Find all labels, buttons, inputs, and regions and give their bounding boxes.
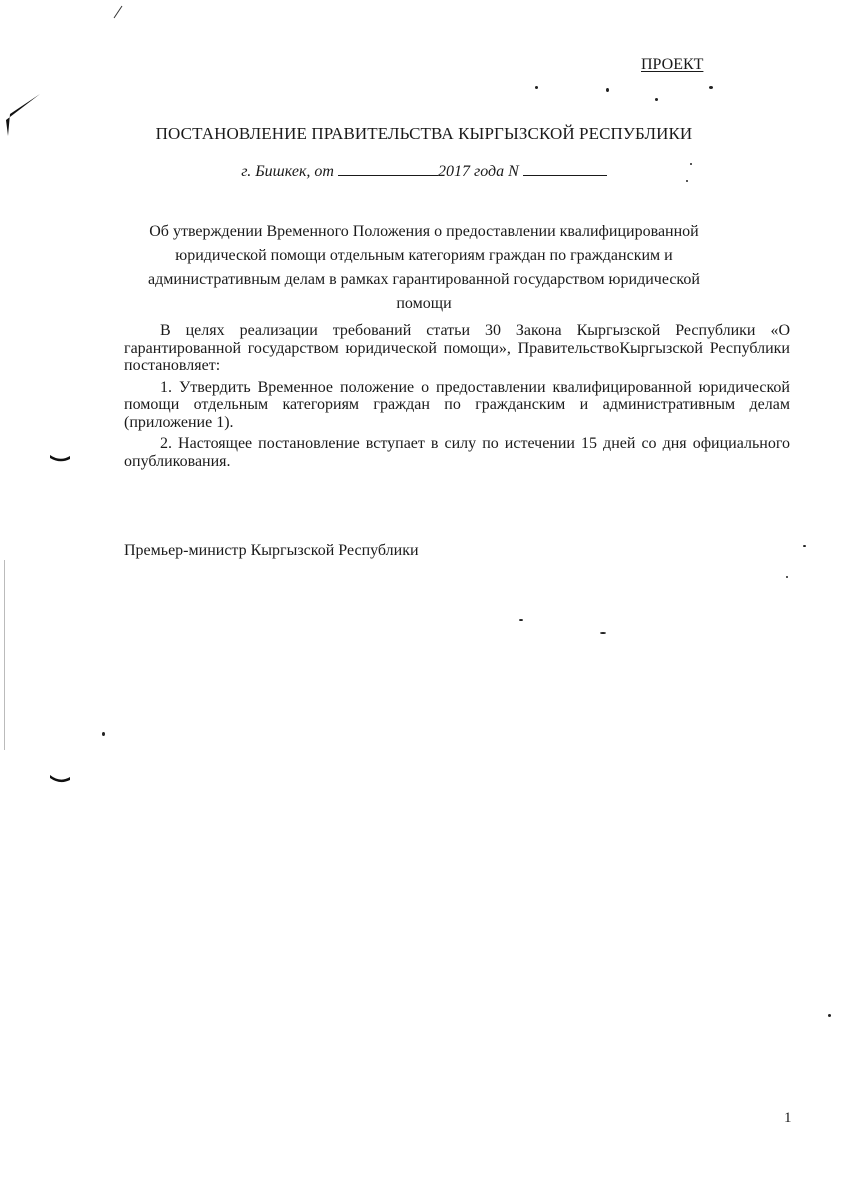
number-blank-line — [523, 161, 607, 176]
scan-edge-line — [4, 560, 5, 750]
document-body — [124, 322, 790, 474]
clause-paragraph-2: 2. Настоящее постановление вступает в силу по истечении 15 дней со дня официального опубликования. — [124, 435, 790, 470]
scan-speck — [786, 576, 788, 578]
scan-speck — [828, 1014, 831, 1017]
signature-line: Премьер-министр Кыргызской Республики — [124, 542, 419, 559]
dateline-city: г. Бишкек, от — [241, 163, 334, 180]
scan-speck — [606, 88, 609, 92]
dateline — [0, 161, 848, 181]
document-title: ПОСТАНОВЛЕНИЕ ПРАВИТЕЛЬСТВА КЫРГЫЗСКОЙ РЕСПУБЛИКИ — [155, 124, 693, 143]
scan-speck — [709, 86, 713, 89]
scan-speck — [535, 86, 538, 89]
document-subject: Об утверждении Временного Положения о предоставлении квалифицированной юридической помощи отдельным категориям граждан по гражданским и административным делам в рамках гарантированной государством юридической помощи — [148, 223, 700, 312]
preamble-paragraph: В целях реализации требований статьи 30 Закона Кыргызской Республики «О гарантированной государством юридической помощи», ПравительствоКыргызской Республики постановляет: — [124, 322, 790, 374]
clause-paragraph-1: 1. Утвердить Временное положение о предоставлении квалифицированной юридической помощи отдельным категориям граждан по гражданским и административным делам (приложение 1). — [124, 378, 790, 431]
scan-mark-top — [112, 4, 124, 20]
date-blank-line — [338, 161, 438, 176]
binder-hole-mark-upper — [48, 452, 72, 464]
scan-speck — [600, 632, 606, 634]
binder-hole-mark-lower — [48, 772, 72, 786]
page-number: 1 — [784, 1110, 792, 1126]
scan-speck — [102, 732, 105, 736]
dateline-year: 2017 года N — [437, 163, 519, 180]
draft-mark: ПРОЕКТ — [641, 56, 704, 73]
scan-speck — [803, 545, 806, 547]
scan-speck — [519, 619, 523, 621]
scan-speck — [655, 98, 658, 101]
